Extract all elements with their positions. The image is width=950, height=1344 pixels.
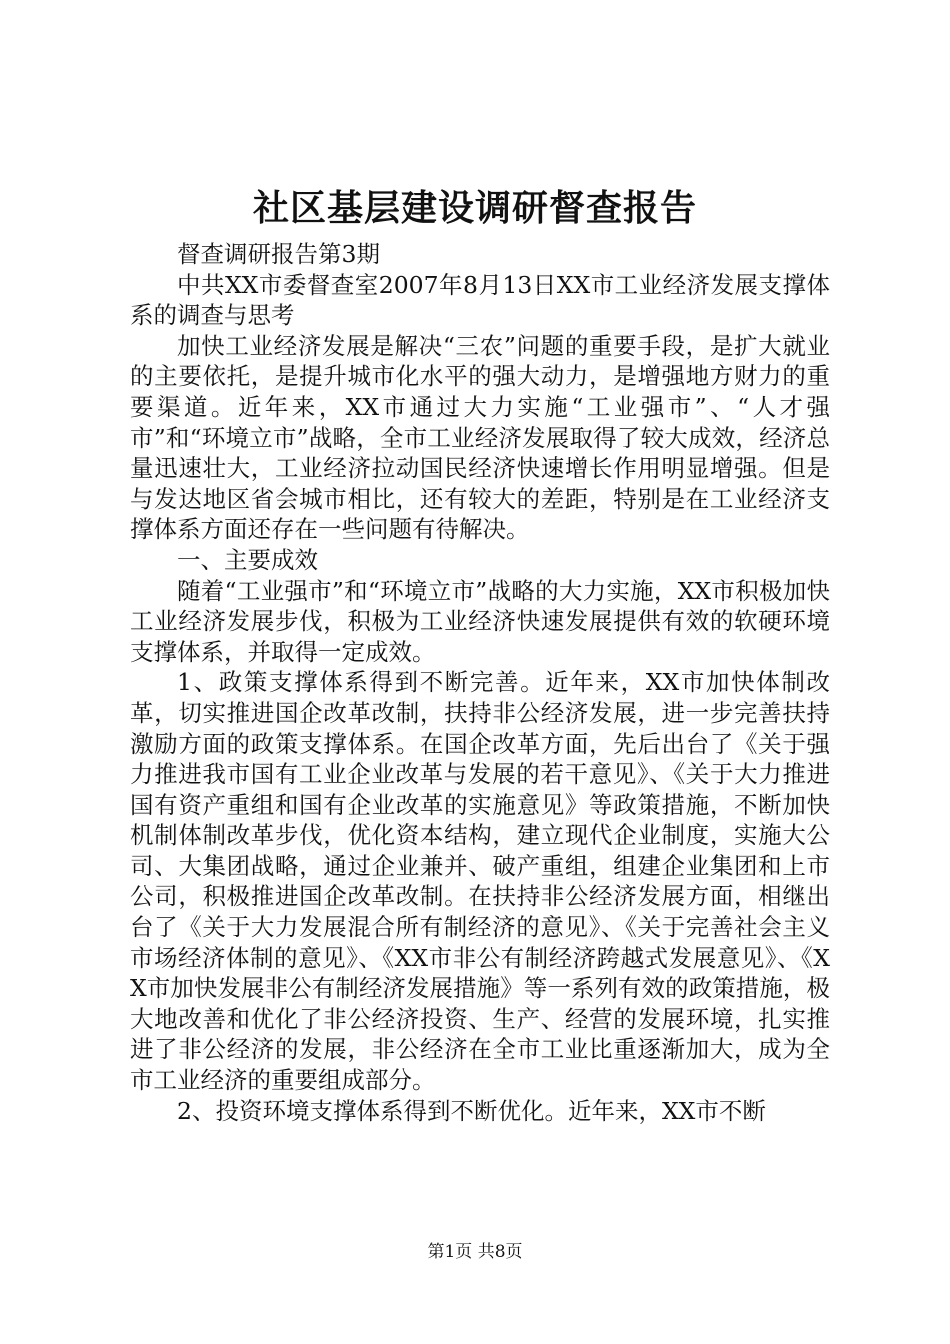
section-heading: 一、主要成效 (177, 545, 318, 574)
policy-support-paragraph: 1、政策支撑体系得到不断完善。近年来，XX市加快体制改革，切实推进国企改革改制，扶持非公经济发展，进一步完善扶持激励方面的政策支撑体系。在国企改革方面，先后出台了《关于强力推进我市国有工业企业改革与发展的若干意见》、《关于大力推进国有资产重组和国有企业改革的实施意见》等政策措施，不断加快机制体制改革步伐，优化资本结构，建立现代企业制度，实施大公司、大集团战略，通过企业兼并、破产重组，组建企业集团和上市公司，积极推进国企改革改制。在扶持非公经济发展方面，相继出台了《关于大力发展混合所有制经济的意见》、《关于完善社会主义市场经济体制的意见》、《XX市非公有制经济跨越式发展意见》、《XX市加快发展非公有制经济发展措施》等一系列有效的政策措施，极大地改善和优化了非公经济投资、生产、经营的发展环境，扎实推进了非公经济的发展，非公经济在全市工业比重逐渐加大，成为全市工业经济的重要组成部分。 (130, 668, 830, 1095)
document-body (130, 239, 830, 1126)
page-number-footer: 第1页 共8页 (427, 1242, 523, 1262)
issue-line: 督查调研报告第3期 (177, 240, 380, 268)
document-title: 社区基层建设调研督查报告 (252, 187, 697, 229)
investment-environment-paragraph: 2、投资环境支撑体系得到不断优化。近年来，XX市不断 (177, 1096, 766, 1125)
intro-paragraph: 加快工业经济发展是解决“三农”问题的重要手段，是扩大就业的主要依托，是提升城市化水平的强大动力，是增强地方财力的重要渠道。近年来，XX市通过大力实施“工业强市”、“人才强市”和“环境立市”战略，全市工业经济发展取得了较大成效，经济总量迅速壮大，工业经济拉动国民经济快速增长作用明显增强。但是与发达地区省会城市相比，还有较大的差距，特别是在工业经济支撑体系方面还存在一些问题有待解决。 (130, 331, 830, 544)
source-line: 中共XX市委督查室2007年8月13日XX市工业经济发展支撑体系的调查与思考 (130, 270, 830, 330)
section-summary-paragraph: 随着“工业强市”和“环境立市”战略的大力实施，XX市积极加快工业经济发展步伐，积极为工业经济快速发展提供有效的软硬环境支撑体系，并取得一定成效。 (130, 576, 830, 666)
